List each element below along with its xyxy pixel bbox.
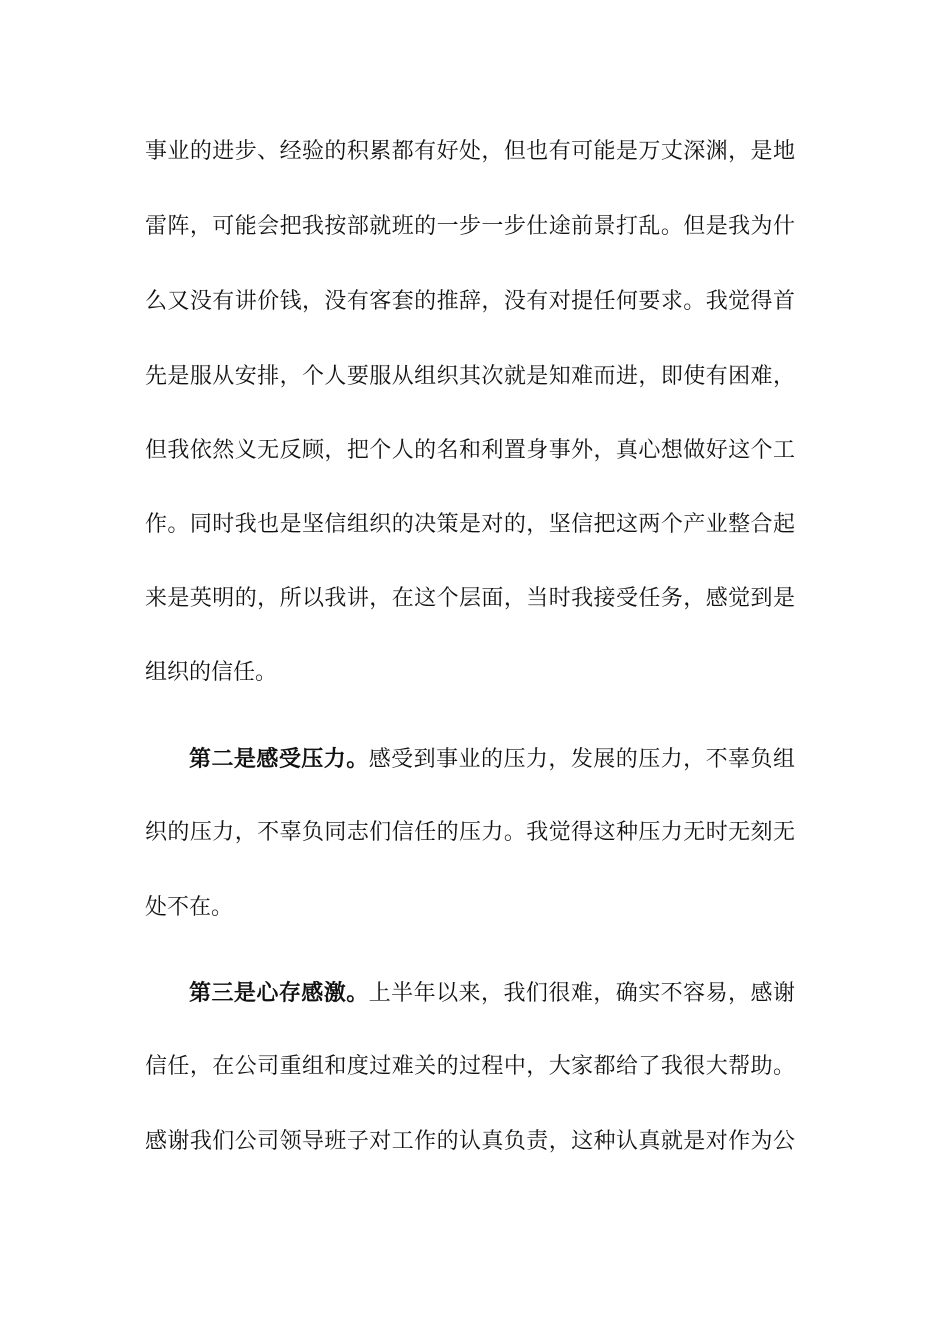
paragraph-1-line-8: 组织的信任。 (145, 660, 278, 685)
paragraph-3-first-line-text: 上半年以来，我们很难，确实不容易，感谢 (368, 981, 795, 1006)
paragraph-1-line-1: 事业的进步、经验的积累都有好处，但也有可能是万丈深渊，是地 (145, 139, 795, 164)
paragraph-2-heading: 第二是感受压力。 (189, 746, 369, 772)
paragraph-2-line-3: 处不在。 (145, 895, 234, 920)
paragraph-3-line-1 (189, 978, 795, 1008)
paragraph-2-line-2: 织的压力，不辜负同志们信任的压力。我觉得这种压力无时无刻无 (145, 820, 795, 845)
paragraph-1-line-3: 么又没有讲价钱，没有客套的推辞，没有对提任何要求。我觉得首 (145, 289, 795, 314)
paragraph-1-line-6: 作。同时我也是坚信组织的决策是对的，坚信把这两个产业整合起 (145, 512, 795, 537)
paragraph-3-heading: 第三是心存感激。 (189, 980, 369, 1006)
paragraph-3-line-2: 信任，在公司重组和度过难关的过程中，大家都给了我很大帮助。 (145, 1054, 795, 1079)
paragraph-3-line-3: 感谢我们公司领导班子对工作的认真负责，这种认真就是对作为公 (145, 1129, 795, 1154)
paragraph-2-line-1 (189, 744, 795, 774)
paragraph-2-first-line-text: 感受到事业的压力，发展的压力，不辜负组 (368, 747, 795, 772)
paragraph-1-line-7: 来是英明的，所以我讲，在这个层面，当时我接受任务，感觉到是 (145, 586, 795, 611)
paragraph-1-line-5: 但我依然义无反顾，把个人的名和利置身事外，真心想做好这个工 (145, 438, 795, 463)
paragraph-1-line-2: 雷阵，可能会把我按部就班的一步一步仕途前景打乱。但是我为什 (145, 214, 795, 239)
paragraph-1-line-4: 先是服从安排，个人要服从组织其次就是知难而进，即使有困难， (145, 364, 795, 389)
